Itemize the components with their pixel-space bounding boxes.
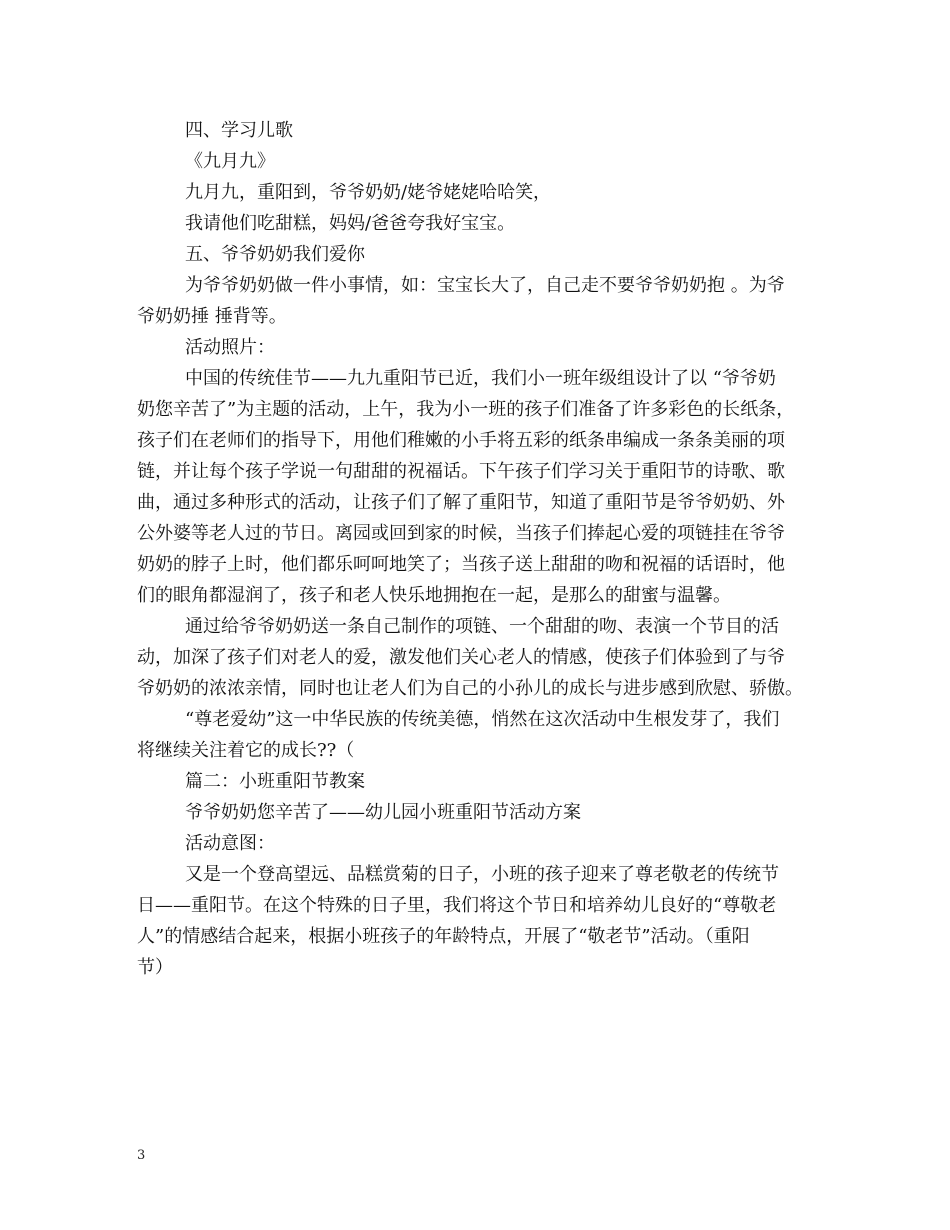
document-body [137, 115, 817, 983]
text-line: 日——重阳节。在这个特殊的日子里，我们将这个节日和培养幼儿良好的“尊敬老 [137, 895, 777, 916]
text-line: 公外婆等老人过的节日。离园或回到家的时候，当孩子们捧起心爱的项链挂在爷爷 [137, 523, 785, 544]
text-line: 四、学习儿歌 [185, 120, 293, 141]
text-line: 人”的情感结合起来，根据小班孩子的年龄特点，开展了“敬老节”活动。（重阳 [137, 926, 750, 947]
text-line: 中国的传统佳节——九九重阳节已近，我们小一班年级组设计了以 “爷爷奶 [185, 368, 776, 389]
page-number: 3 [137, 1148, 146, 1163]
text-line: 孩子们在老师们的指导下，用他们稚嫩的小手将五彩的纸条串编成一条条美丽的项 [137, 430, 785, 451]
text-line: 通过给爷爷奶奶送一条自己制作的项链、一个甜甜的吻、表演一个节目的活 [185, 616, 779, 637]
text-line: 链，并让每个孩子学说一句甜甜的祝福话。下午孩子们学习关于重阳节的诗歌、歌 [137, 461, 785, 482]
text-line: “尊老爱幼”这一中华民族的传统美德，悄然在这次活动中生根发芽了，我们 [185, 709, 780, 730]
text-line: 奶奶的脖子上时，他们都乐呵呵地笑了；当孩子送上甜甜的吻和祝福的话语时，他 [137, 554, 785, 575]
text-line: 五、爷爷奶奶我们爱你 [185, 244, 365, 265]
text-line: 活动照片： [185, 337, 275, 358]
text-line: 活动意图： [185, 833, 275, 854]
text-line: 为爷爷奶奶做一件小事情，如：宝宝长大了，自己走不要爷爷奶奶抱 。为爷 [185, 275, 785, 296]
text-line: 爷奶奶的浓浓亲情，同时也让老人们为自己的小孙儿的成长与进步感到欣慰、骄傲。 [137, 678, 803, 699]
text-line: 节） [137, 957, 173, 978]
text-line: 《九月九》 [185, 151, 275, 172]
text-line: 动，加深了孩子们对老人的爱，激发他们关心老人的情感，使孩子们体验到了与爷 [137, 647, 785, 668]
text-line: 们的眼角都湿润了，孩子和老人快乐地拥抱在一起，是那么的甜蜜与温馨。 [137, 585, 731, 606]
text-line: 爷爷奶奶您辛苦了——幼儿园小班重阳节活动方案 [185, 802, 581, 823]
text-line: 九月九，重阳到，爷爷奶奶/姥爷姥姥哈哈笑， [185, 182, 552, 203]
text-line: 曲，通过多种形式的活动，让孩子们了解了重阳节，知道了重阳节是爷爷奶奶、外 [137, 492, 785, 513]
text-line: 我请他们吃甜糕，妈妈/爸爸夸我好宝宝。 [185, 213, 516, 234]
text-line: 篇二：小班重阳节教案 [185, 771, 365, 792]
text-line: 将继续关注着它的成长??（ [137, 740, 355, 761]
text-line: 爷奶奶捶 捶背等。 [137, 306, 287, 327]
text-line: 又是一个登高望远、品糕赏菊的日子，小班的孩子迎来了尊老敬老的传统节 [185, 864, 779, 885]
text-line: 奶您辛苦了”为主题的活动，上午，我为小一班的孩子们准备了许多彩色的长纸条， [137, 399, 795, 420]
